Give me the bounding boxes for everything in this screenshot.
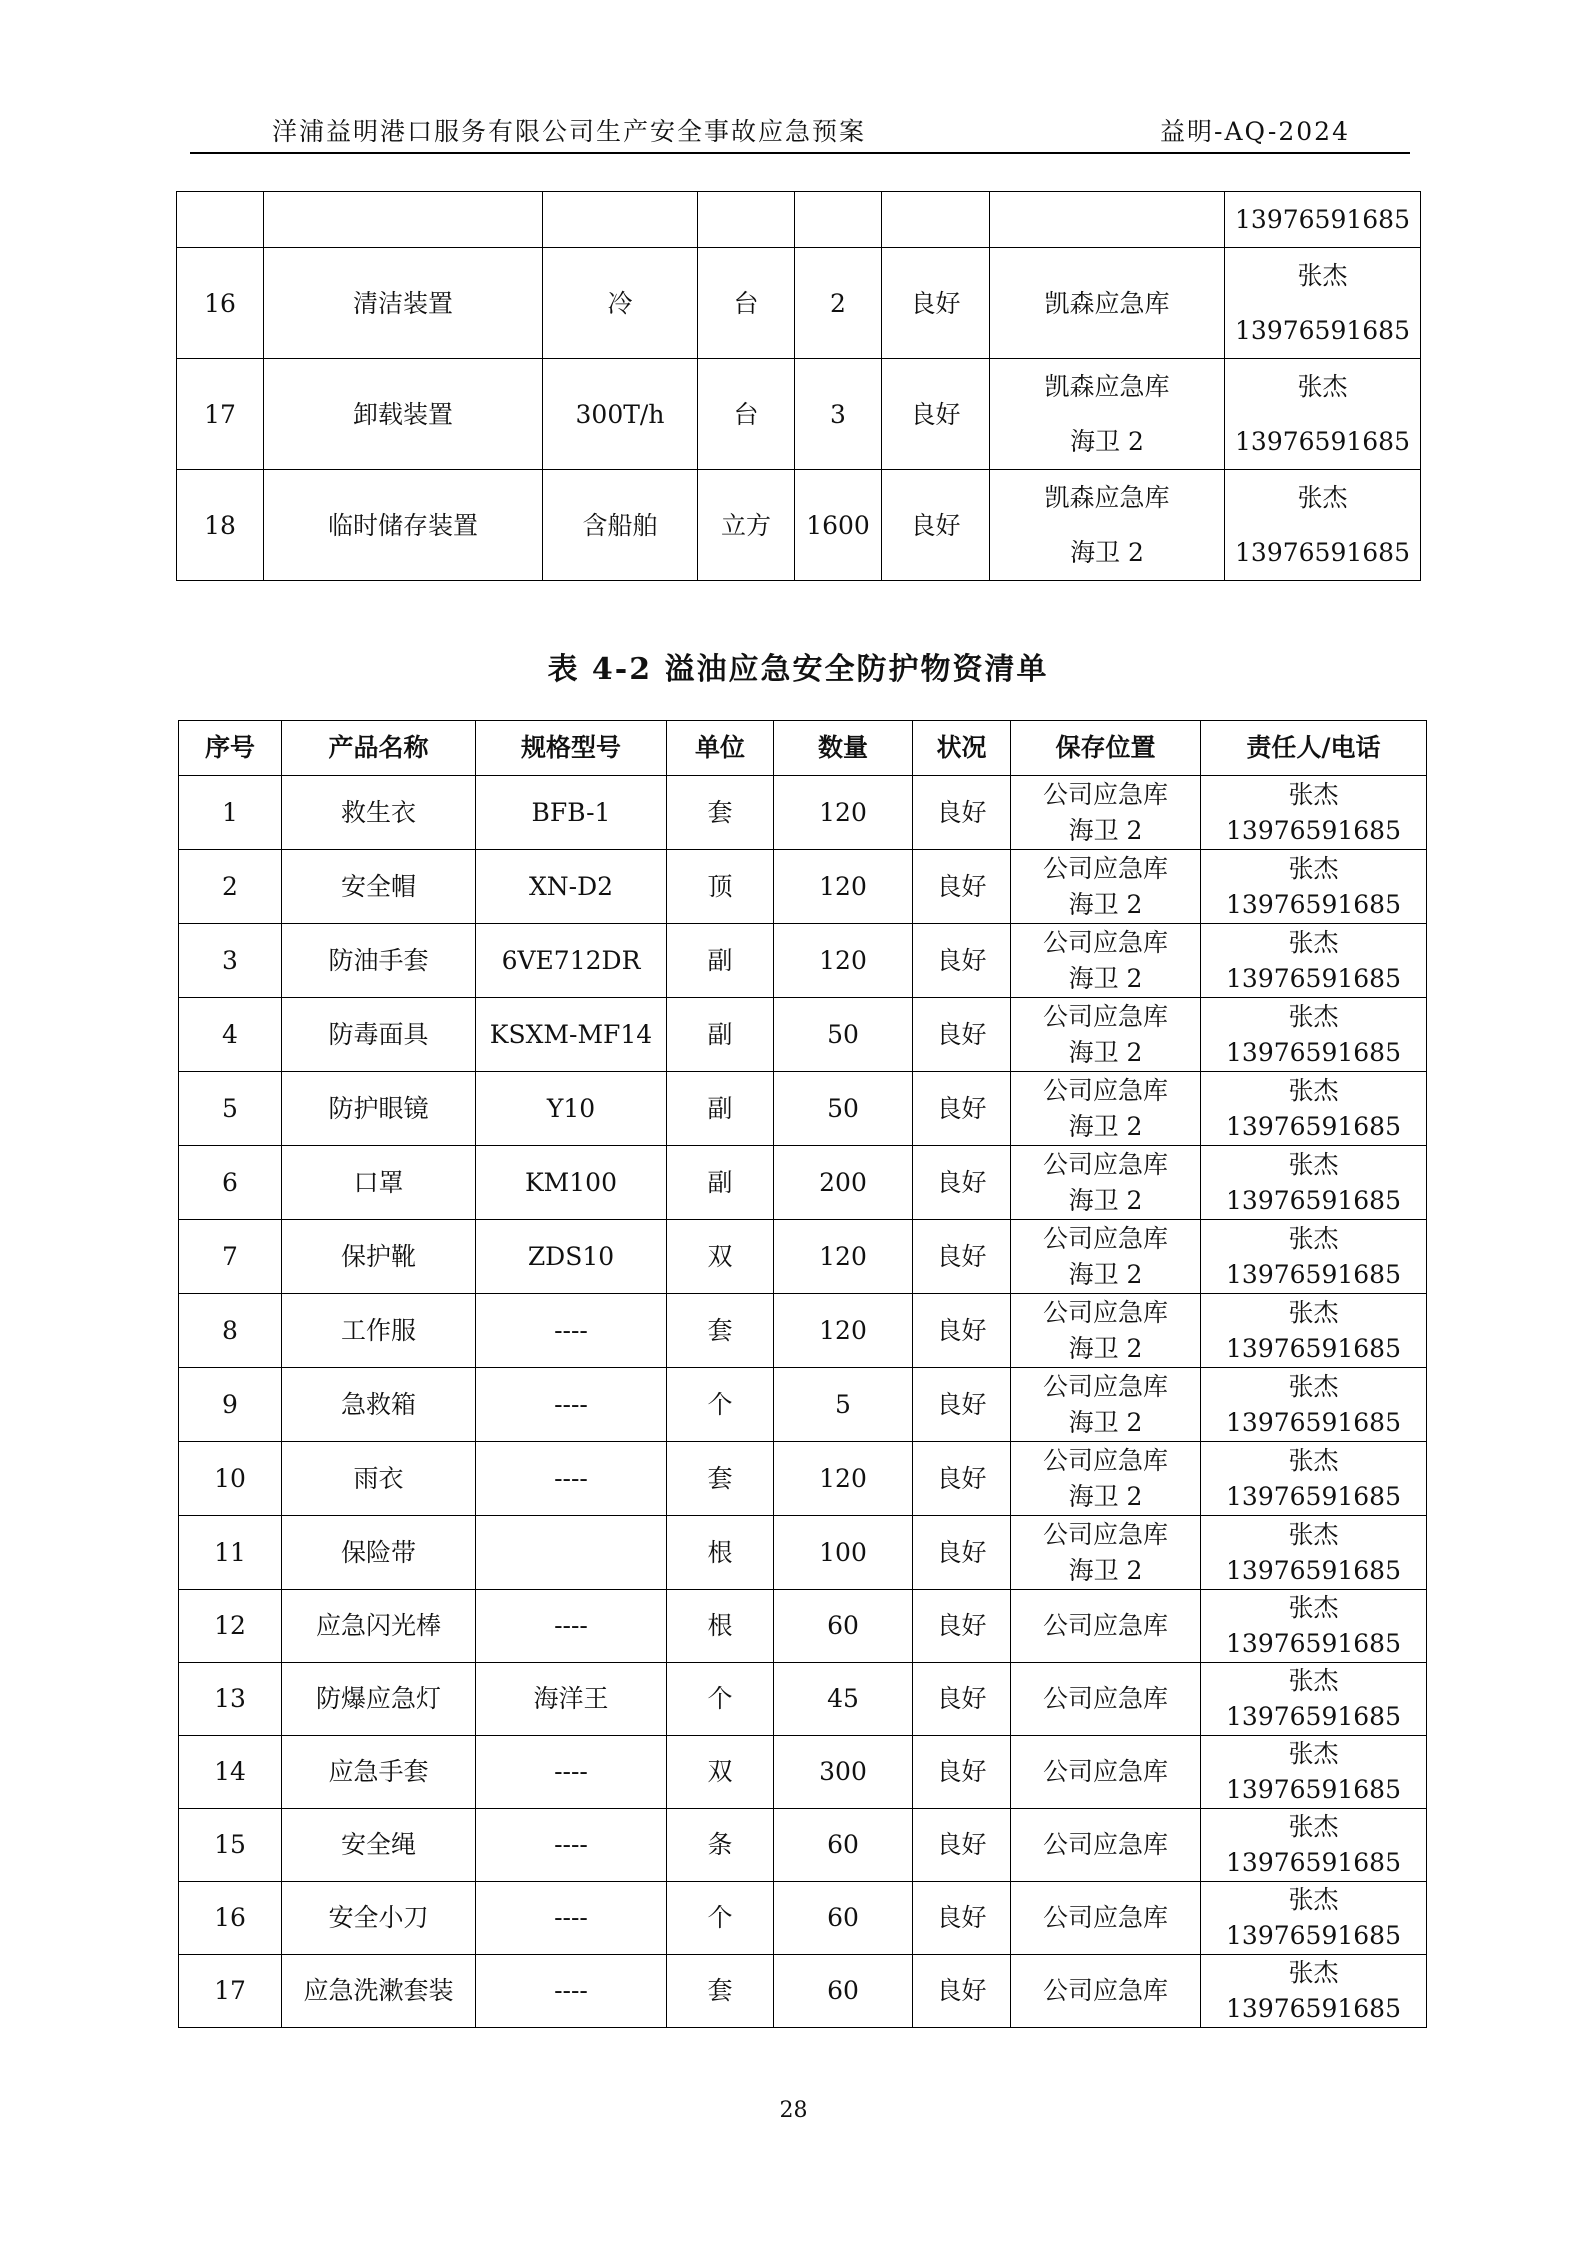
- table-row: [179, 1146, 1427, 1220]
- cell-spec: BFB-1: [476, 776, 667, 850]
- cell-contact: [1201, 1590, 1427, 1663]
- cell-spec: ----: [476, 1736, 667, 1809]
- cell-contact: [1201, 998, 1427, 1072]
- cell-name: 保护靴: [282, 1220, 476, 1294]
- document-title: 洋浦益明港口服务有限公司生产安全事故应急预案: [272, 117, 867, 146]
- table-row: [179, 924, 1427, 998]
- cell-empty: [795, 192, 882, 248]
- cell-contact-line: 张杰: [1288, 779, 1339, 809]
- header-no: 序号: [179, 721, 282, 776]
- cell-location: [1011, 1516, 1201, 1590]
- cell-status: 良好: [913, 1072, 1011, 1146]
- cell-status: 良好: [913, 1442, 1011, 1516]
- cell-location-line: 公司应急库: [1042, 853, 1168, 883]
- cell-contact-line: 张杰: [1288, 1149, 1339, 1179]
- cell-contact-line: 13976591685: [1226, 1555, 1401, 1585]
- cell-qty: 60: [774, 1882, 913, 1955]
- cell-unit: 个: [667, 1368, 774, 1442]
- cell-contact-line: 13976591685: [1226, 1481, 1401, 1511]
- cell-location-line: 凯森应急库: [1044, 483, 1170, 512]
- cell-spec: ----: [476, 1590, 667, 1663]
- cell-no: 13: [179, 1663, 282, 1736]
- cell-location-line: 公司应急库: [1042, 1830, 1168, 1859]
- table-row: [179, 1809, 1427, 1882]
- document-code: 益明-AQ-2024: [1160, 117, 1350, 146]
- cell-location-line: 海卫 2: [1068, 889, 1143, 919]
- cell-qty: 5: [774, 1368, 913, 1442]
- table-row: [179, 1368, 1427, 1442]
- cell-location: [1011, 1955, 1201, 2028]
- cell-location-line: 公司应急库: [1042, 927, 1168, 957]
- header-contact: 责任人/电话: [1201, 721, 1427, 776]
- header-location: 保存位置: [1011, 721, 1201, 776]
- cell-name: 雨衣: [282, 1442, 476, 1516]
- table-row: [179, 1442, 1427, 1516]
- header-divider: [190, 152, 1410, 154]
- cell-spec: ZDS10: [476, 1220, 667, 1294]
- cell-no: 1: [179, 776, 282, 850]
- cell-status: 良好: [913, 1955, 1011, 2028]
- cell-location-line: 凯森应急库: [1044, 288, 1170, 318]
- cell-location-line: 公司应急库: [1042, 1149, 1168, 1179]
- cell-contact: [1201, 1663, 1427, 1736]
- cell-location-line: 海卫 2: [1068, 1555, 1143, 1585]
- cell-location: [990, 359, 1225, 470]
- cell-unit: 条: [667, 1809, 774, 1882]
- cell-name: 救生衣: [282, 776, 476, 850]
- cell-no: 11: [179, 1516, 282, 1590]
- cell-contact-line: 张杰: [1297, 261, 1348, 290]
- cell-contact-line: 13976591685: [1226, 815, 1401, 845]
- cell-status: 良好: [913, 1220, 1011, 1294]
- cell-spec: Y10: [476, 1072, 667, 1146]
- cell-qty: 120: [774, 924, 913, 998]
- cell-unit: 台: [698, 248, 795, 359]
- table-row: [179, 998, 1427, 1072]
- header-spec: 规格型号: [476, 721, 667, 776]
- header-unit: 单位: [667, 721, 774, 776]
- cell-qty: 100: [774, 1516, 913, 1590]
- cell-contact: [1201, 1294, 1427, 1368]
- cell-no: 16: [177, 248, 264, 359]
- cell-contact-line: 张杰: [1297, 372, 1348, 401]
- table-row: [179, 1736, 1427, 1809]
- cell-contact: 13976591685: [1225, 192, 1421, 248]
- cell-status: 良好: [913, 850, 1011, 924]
- cell-unit: 双: [667, 1220, 774, 1294]
- cell-qty: 120: [774, 1220, 913, 1294]
- cell-status: 良好: [913, 1294, 1011, 1368]
- cell-contact-line: 张杰: [1297, 483, 1348, 512]
- table-row: [177, 470, 1421, 581]
- cell-unit: 套: [667, 1294, 774, 1368]
- table-row: [179, 1663, 1427, 1736]
- cell-name: 急救箱: [282, 1368, 476, 1442]
- cell-unit: 双: [667, 1736, 774, 1809]
- cell-contact-line: 13976591685: [1235, 316, 1410, 345]
- cell-location: [1011, 1882, 1201, 1955]
- table-row: [179, 1072, 1427, 1146]
- cell-no: 6: [179, 1146, 282, 1220]
- header-name: 产品名称: [282, 721, 476, 776]
- protective-supplies-table: [178, 720, 1427, 2028]
- cell-status: 良好: [913, 1736, 1011, 1809]
- table-header-row: [179, 721, 1427, 776]
- cell-unit: 副: [667, 998, 774, 1072]
- cell-contact-line: 13976591685: [1226, 1333, 1401, 1363]
- table-row: [179, 776, 1427, 850]
- cell-qty: 120: [774, 776, 913, 850]
- table-row: [179, 850, 1427, 924]
- cell-unit: 副: [667, 1146, 774, 1220]
- cell-no: 5: [179, 1072, 282, 1146]
- cell-contact-line: 张杰: [1288, 1075, 1339, 1105]
- table-row: [177, 248, 1421, 359]
- cell-contact: [1201, 1882, 1427, 1955]
- cell-location: [990, 470, 1225, 581]
- cell-contact-line: 张杰: [1288, 1445, 1339, 1475]
- cell-qty: 120: [774, 1442, 913, 1516]
- page-number: 28: [779, 2098, 808, 2123]
- cell-empty: [264, 192, 543, 248]
- cell-qty: 60: [774, 1809, 913, 1882]
- cell-name: 应急手套: [282, 1736, 476, 1809]
- cell-location-line: 海卫 2: [1068, 1185, 1143, 1215]
- cell-location-line: 公司应急库: [1042, 1976, 1168, 2005]
- cell-contact-line: 13976591685: [1226, 1037, 1401, 1067]
- cell-location: [1011, 1663, 1201, 1736]
- cell-status: 良好: [913, 1590, 1011, 1663]
- cell-unit: 个: [667, 1882, 774, 1955]
- cell-unit: 顶: [667, 850, 774, 924]
- cell-location: [1011, 1442, 1201, 1516]
- cell-location-line: 公司应急库: [1042, 1903, 1168, 1932]
- cell-location: [1011, 1220, 1201, 1294]
- cell-status: 良好: [913, 1663, 1011, 1736]
- cell-qty: 60: [774, 1955, 913, 2028]
- cell-name: 防油手套: [282, 924, 476, 998]
- cell-no: 10: [179, 1442, 282, 1516]
- table-row: [179, 1516, 1427, 1590]
- cell-location: [1011, 1072, 1201, 1146]
- cell-status: 良好: [882, 248, 990, 359]
- cell-no: 14: [179, 1736, 282, 1809]
- cell-status: 良好: [913, 924, 1011, 998]
- cell-contact: [1201, 1955, 1427, 2028]
- cell-contact-line: 13976591685: [1226, 1259, 1401, 1289]
- cell-location-line: 海卫 2: [1070, 538, 1144, 567]
- cell-location-line: 公司应急库: [1042, 1611, 1168, 1640]
- cell-location-line: 海卫 2: [1068, 1111, 1143, 1141]
- cell-contact-line: 13976591685: [1226, 1111, 1401, 1141]
- cell-location-line: 公司应急库: [1042, 1075, 1168, 1105]
- cell-contact: [1201, 1072, 1427, 1146]
- cell-qty: 300: [774, 1736, 913, 1809]
- cell-status: 良好: [882, 470, 990, 581]
- cell-location-line: 海卫 2: [1068, 1333, 1143, 1363]
- cell-name: 防毒面具: [282, 998, 476, 1072]
- cell-unit: 副: [667, 924, 774, 998]
- cell-no: 9: [179, 1368, 282, 1442]
- equipment-table-continued: [176, 191, 1421, 581]
- cell-no: 18: [177, 470, 264, 581]
- cell-location-line: 海卫 2: [1068, 1259, 1143, 1289]
- cell-spec: ----: [476, 1442, 667, 1516]
- cell-no: 16: [179, 1882, 282, 1955]
- cell-name: 清洁装置: [264, 248, 543, 359]
- cell-location: [1011, 998, 1201, 1072]
- cell-unit: 立方: [698, 470, 795, 581]
- cell-status: 良好: [913, 998, 1011, 1072]
- cell-location: [1011, 1590, 1201, 1663]
- cell-spec: ----: [476, 1368, 667, 1442]
- cell-status: 良好: [913, 1882, 1011, 1955]
- cell-location: [1011, 1294, 1201, 1368]
- table-row: [177, 359, 1421, 470]
- cell-qty: 1600: [795, 470, 882, 581]
- cell-contact: [1201, 1368, 1427, 1442]
- cell-spec: 含船舶: [543, 470, 698, 581]
- cell-name: 安全绳: [282, 1809, 476, 1882]
- table-row: [179, 1590, 1427, 1663]
- cell-contact: [1201, 1146, 1427, 1220]
- cell-location-line: 海卫 2: [1068, 1407, 1143, 1437]
- cell-contact-line: 13976591685: [1226, 1775, 1401, 1804]
- cell-contact-line: 张杰: [1288, 1297, 1339, 1327]
- cell-spec: XN-D2: [476, 850, 667, 924]
- cell-contact-line: 13976591685: [1226, 1407, 1401, 1437]
- cell-location-line: 海卫 2: [1068, 1481, 1143, 1511]
- cell-qty: 3: [795, 359, 882, 470]
- cell-location: [1011, 1146, 1201, 1220]
- cell-name: 临时储存装置: [264, 470, 543, 581]
- cell-name: 口罩: [282, 1146, 476, 1220]
- cell-contact-line: 13976591685: [1226, 1702, 1401, 1731]
- cell-location-line: 公司应急库: [1042, 1223, 1168, 1253]
- cell-name: 防护眼镜: [282, 1072, 476, 1146]
- cell-no: 2: [179, 850, 282, 924]
- cell-location-line: 海卫 2: [1068, 963, 1143, 993]
- cell-contact-line: 张杰: [1288, 1519, 1339, 1549]
- cell-no: 12: [179, 1590, 282, 1663]
- cell-qty: 120: [774, 1294, 913, 1368]
- cell-contact-line: 张杰: [1288, 1739, 1339, 1768]
- cell-unit: 套: [667, 776, 774, 850]
- cell-spec: KM100: [476, 1146, 667, 1220]
- cell-location-line: 公司应急库: [1042, 1297, 1168, 1327]
- cell-contact-line: 13976591685: [1226, 1921, 1401, 1950]
- cell-qty: 60: [774, 1590, 913, 1663]
- cell-contact-line: 张杰: [1288, 1885, 1339, 1914]
- cell-location: [1011, 850, 1201, 924]
- cell-contact-line: 13976591685: [1226, 1994, 1401, 2023]
- cell-spec: [476, 1516, 667, 1590]
- cell-spec: 300T/h: [543, 359, 698, 470]
- cell-contact: [1201, 1220, 1427, 1294]
- cell-unit: 套: [667, 1955, 774, 2028]
- cell-name: 保险带: [282, 1516, 476, 1590]
- cell-location-line: 海卫 2: [1070, 427, 1144, 456]
- cell-unit: 根: [667, 1590, 774, 1663]
- cell-qty: 2: [795, 248, 882, 359]
- cell-contact-line: 张杰: [1288, 1958, 1339, 1987]
- cell-name: 应急闪光棒: [282, 1590, 476, 1663]
- cell-contact-line: 张杰: [1288, 853, 1339, 883]
- cell-no: 15: [179, 1809, 282, 1882]
- cell-spec: 6VE712DR: [476, 924, 667, 998]
- cell-contact-line: 13976591685: [1226, 1848, 1401, 1877]
- cell-contact: [1225, 248, 1421, 359]
- cell-name: 安全帽: [282, 850, 476, 924]
- cell-no: 8: [179, 1294, 282, 1368]
- cell-contact-line: 13976591685: [1226, 889, 1401, 919]
- cell-spec: 海洋王: [476, 1663, 667, 1736]
- cell-contact-line: 张杰: [1288, 1812, 1339, 1841]
- cell-contact: [1225, 359, 1421, 470]
- header-status: 状况: [913, 721, 1011, 776]
- table-row: [179, 1955, 1427, 2028]
- cell-contact-line: 张杰: [1288, 1593, 1339, 1622]
- cell-unit: 套: [667, 1442, 774, 1516]
- cell-contact: [1201, 1736, 1427, 1809]
- cell-name: 卸载装置: [264, 359, 543, 470]
- cell-name: 工作服: [282, 1294, 476, 1368]
- cell-spec: ----: [476, 1955, 667, 2028]
- cell-spec: ----: [476, 1294, 667, 1368]
- cell-empty: [990, 192, 1225, 248]
- cell-status: 良好: [913, 1146, 1011, 1220]
- cell-contact: [1201, 1809, 1427, 1882]
- cell-contact: [1225, 470, 1421, 581]
- cell-no: 17: [179, 1955, 282, 2028]
- cell-spec: 冷: [543, 248, 698, 359]
- cell-location-line: 海卫 2: [1068, 815, 1143, 845]
- cell-location-line: 公司应急库: [1042, 1445, 1168, 1475]
- cell-spec: ----: [476, 1882, 667, 1955]
- cell-location-line: 海卫 2: [1068, 1037, 1143, 1067]
- cell-no: 3: [179, 924, 282, 998]
- cell-contact-line: 13976591685: [1235, 538, 1410, 567]
- cell-location: [1011, 1736, 1201, 1809]
- table-row: [179, 1294, 1427, 1368]
- cell-empty: [698, 192, 795, 248]
- cell-contact-line: 13976591685: [1235, 427, 1410, 456]
- cell-contact-line: 张杰: [1288, 1223, 1339, 1253]
- cell-spec: ----: [476, 1809, 667, 1882]
- cell-no: 4: [179, 998, 282, 1072]
- cell-unit: 副: [667, 1072, 774, 1146]
- cell-location-line: 公司应急库: [1042, 1519, 1168, 1549]
- cell-contact-line: 张杰: [1288, 1371, 1339, 1401]
- cell-contact-line: 张杰: [1288, 927, 1339, 957]
- cell-location-line: 公司应急库: [1042, 1371, 1168, 1401]
- cell-status: 良好: [913, 776, 1011, 850]
- cell-status: 良好: [882, 359, 990, 470]
- cell-qty: 120: [774, 850, 913, 924]
- cell-status: 良好: [913, 1809, 1011, 1882]
- cell-no: 7: [179, 1220, 282, 1294]
- table-row: [179, 1882, 1427, 1955]
- cell-contact: [1201, 776, 1427, 850]
- cell-location-line: 公司应急库: [1042, 1757, 1168, 1786]
- cell-contact-line: 13976591685: [1226, 1629, 1401, 1658]
- cell-unit: 个: [667, 1663, 774, 1736]
- cell-contact-line: 13976591685: [1226, 963, 1401, 993]
- cell-contact: [1201, 924, 1427, 998]
- cell-contact-line: 13976591685: [1226, 1185, 1401, 1215]
- cell-name: 安全小刀: [282, 1882, 476, 1955]
- cell-empty: [177, 192, 264, 248]
- table-row-partial: [177, 192, 1421, 248]
- cell-location: [1011, 924, 1201, 998]
- cell-qty: 50: [774, 998, 913, 1072]
- cell-contact: [1201, 850, 1427, 924]
- cell-contact: [1201, 1516, 1427, 1590]
- cell-qty: 45: [774, 1663, 913, 1736]
- table-caption: 表 4-2 溢油应急安全防护物资清单: [547, 652, 1049, 687]
- cell-name: 防爆应急灯: [282, 1663, 476, 1736]
- cell-location: [1011, 1368, 1201, 1442]
- cell-spec: KSXM-MF14: [476, 998, 667, 1072]
- cell-unit: 台: [698, 359, 795, 470]
- cell-status: 良好: [913, 1368, 1011, 1442]
- cell-location-line: 公司应急库: [1042, 1001, 1168, 1031]
- header-qty: 数量: [774, 721, 913, 776]
- cell-location: [990, 248, 1225, 359]
- cell-location-line: 公司应急库: [1042, 779, 1168, 809]
- cell-status: 良好: [913, 1516, 1011, 1590]
- cell-empty: [543, 192, 698, 248]
- cell-no: 17: [177, 359, 264, 470]
- cell-name: 应急洗漱套装: [282, 1955, 476, 2028]
- cell-unit: 根: [667, 1516, 774, 1590]
- cell-qty: 50: [774, 1072, 913, 1146]
- cell-contact-line: 张杰: [1288, 1001, 1339, 1031]
- cell-location: [1011, 776, 1201, 850]
- cell-location-line: 凯森应急库: [1044, 372, 1170, 401]
- cell-location-line: 公司应急库: [1042, 1684, 1168, 1713]
- cell-contact-line: 张杰: [1288, 1666, 1339, 1695]
- cell-contact: [1201, 1442, 1427, 1516]
- cell-location: [1011, 1809, 1201, 1882]
- cell-qty: 200: [774, 1146, 913, 1220]
- table-row: [179, 1220, 1427, 1294]
- cell-empty: [882, 192, 990, 248]
